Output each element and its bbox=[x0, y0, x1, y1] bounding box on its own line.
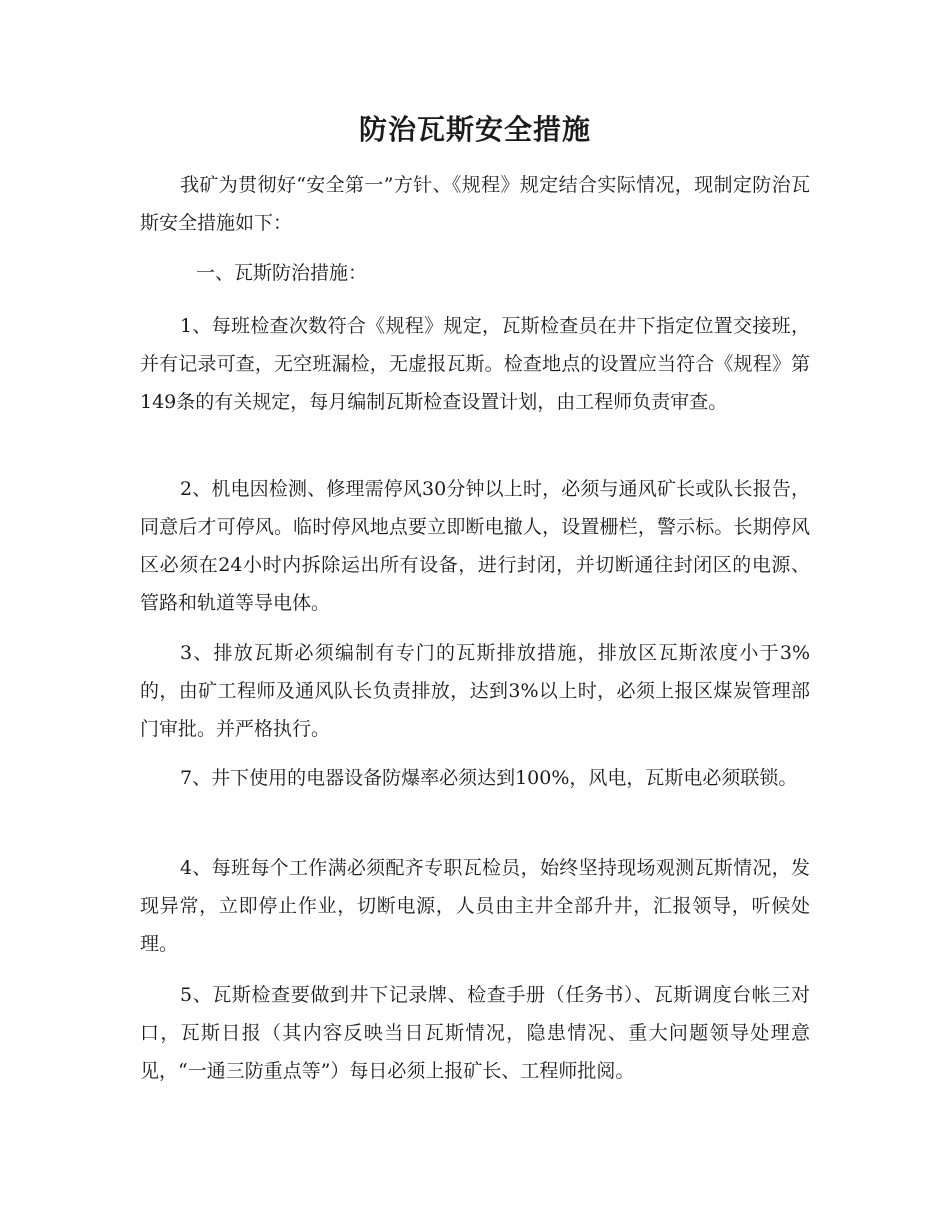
paragraph-3: 3、排放瓦斯必须编制有专门的瓦斯排放措施，排放区瓦斯浓度小于3%的，由矿工程师及通风队长负责排放，达到3%以上时，必须上报区煤炭管理部门审批。并严格执行。 bbox=[140, 642, 810, 740]
paragraph-1: 1、每班检查次数符合《规程》规定，瓦斯检查员在井下指定位置交接班，并有记录可查，无空班漏检，无虚报瓦斯。检查地点的设置应当符合《规程》第149条的有关规定，每月编制瓦斯检查设置计划，由工程师负责审查。 bbox=[140, 315, 810, 413]
paragraph-7: 7、井下使用的电器设备防爆率必须达到100%，风电，瓦斯电必须联锁。 bbox=[180, 767, 798, 789]
paragraph-5: 5、瓦斯检查要做到井下记录牌、检查手册（任务书）、瓦斯调度台帐三对口，瓦斯日报（其内容反映当日瓦斯情况，隐患情况、重大问题领导处理意见，“一通三防重点等”）每日必须上报矿长、工程师批阅。 bbox=[140, 984, 810, 1082]
paragraph-4: 4、每班每个工作满必须配齐专职瓦检员，始终坚持现场观测瓦斯情况，发现异常，立即停止作业，切断电源，人员由主井全部升井，汇报领导，听候处理。 bbox=[140, 857, 810, 955]
document-title: 防治瓦斯安全措施 bbox=[358, 113, 591, 146]
paragraph-2: 2、机电因检测、修理需停风30分钟以上时，必须与通风矿长或队长报告，同意后才可停风。临时停风地点要立即断电撤人，设置栅栏，警示标。长期停风区必须在24小时内拆除运出所有设备，进行封闭，并切断通往封闭区的电源、管路和轨道等导电体。 bbox=[140, 478, 810, 614]
section-heading: 一、瓦斯防治措施： bbox=[196, 262, 368, 284]
intro-paragraph: 我矿为贯彻好“安全第一”方针、《规程》规定结合实际情况，现制定防治瓦斯安全措施如下： bbox=[140, 174, 810, 234]
